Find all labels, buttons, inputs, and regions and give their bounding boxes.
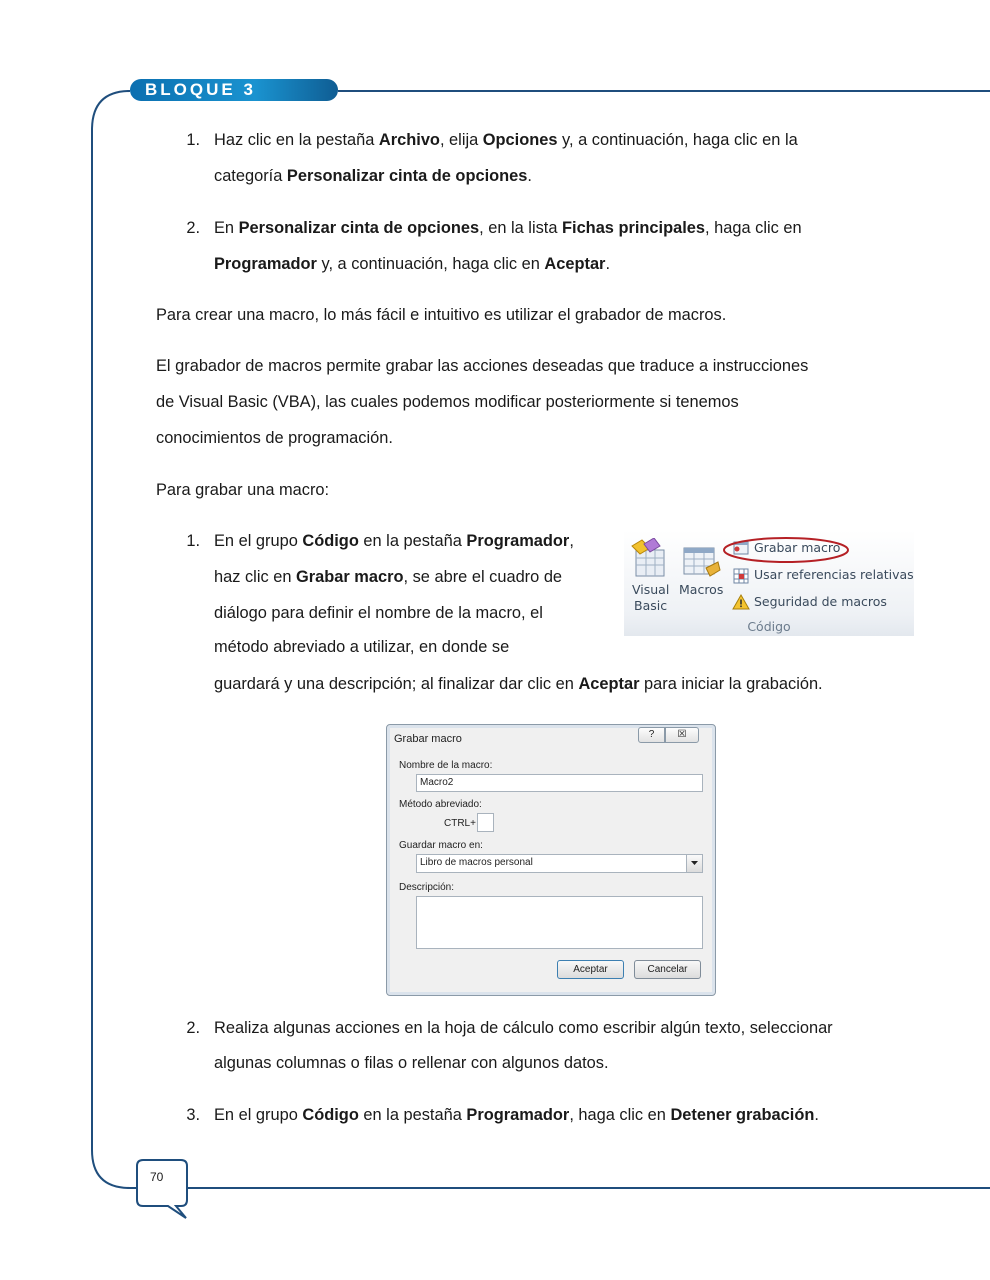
aceptar-button[interactable]: Aceptar [557, 960, 624, 979]
group-label: Código [747, 619, 791, 634]
paragraph: El grabador de macros permite grabar las acciones deseadas que traduce a instrucciones [156, 357, 809, 375]
list-number: 3. [186, 1106, 200, 1124]
list-item-text: En el grupo Código en la pestaña Programador, haga clic en Detener grabación. [214, 1106, 819, 1124]
list-item-text: Programador y, a continuación, haga clic en Aceptar. [214, 255, 611, 273]
list-number: 2. [186, 219, 200, 237]
list-item-text: diálogo para definir el nombre de la macro, el [214, 604, 543, 622]
paragraph: Para crear una macro, lo más fácil e intuitivo es utilizar el grabador de macros. [156, 306, 727, 324]
paragraph: de Visual Basic (VBA), las cuales podemos modificar posteriormente si tenemos [156, 393, 739, 411]
relative-references-icon [733, 568, 749, 584]
dropdown-arrow-button[interactable] [686, 855, 702, 872]
seguridad-de-macros-button[interactable]: Seguridad de macros [754, 594, 887, 609]
store-label: Guardar macro en: [399, 840, 483, 851]
page-number: 70 [150, 1170, 164, 1184]
list-number: 2. [186, 1019, 200, 1037]
usar-referencias-relativas-button[interactable]: Usar referencias relativas [754, 567, 914, 582]
list-item-text: haz clic en Grabar macro, se abre el cuadro de [214, 568, 563, 586]
paragraph: Para grabar una macro: [156, 481, 330, 499]
macro-name-input[interactable]: Macro2 [416, 774, 703, 792]
macros-label[interactable]: Macros [679, 582, 724, 597]
help-button[interactable]: ? [638, 727, 665, 743]
grabar-macro-button[interactable]: Grabar macro [754, 540, 841, 555]
paragraph: conocimientos de programación. [156, 429, 393, 447]
macros-icon [682, 544, 722, 580]
name-label: Nombre de la macro: [399, 760, 493, 771]
ctrl-label: CTRL+ [444, 818, 476, 829]
list-item-text: Haz clic en la pestaña Archivo, elija Opciones y, a continuación, haga clic en la [214, 131, 798, 149]
list-item-text: método abreviado a utilizar, en donde se [214, 638, 510, 656]
list-item-text: En Personalizar cinta de opciones, en la lista Fichas principales, haga clic en [214, 219, 802, 237]
shortcut-label: Método abreviado: [399, 799, 482, 810]
shortcut-key-input[interactable] [477, 813, 494, 832]
highlight-ellipse [720, 535, 852, 565]
ribbon-code-group [624, 530, 914, 636]
list-number: 1. [186, 532, 200, 550]
list-item-text: En el grupo Código en la pestaña Programador, [214, 532, 574, 550]
cancelar-button[interactable]: Cancelar [634, 960, 701, 979]
list-number: 1. [186, 131, 200, 149]
list-item-text: algunas columnas o filas o rellenar con algunos datos. [214, 1054, 609, 1072]
list-item-text: Realiza algunas acciones en la hoja de cálculo como escribir algún texto, seleccionar [214, 1019, 833, 1037]
section-tab: BLOQUE 3 [130, 79, 338, 101]
visual-basic-label[interactable]: Basic [634, 598, 668, 613]
store-macro-value: Libro de macros personal [420, 857, 533, 868]
chevron-down-icon [687, 855, 702, 871]
list-item-text: guardará y una descripción; al finalizar dar clic en Aceptar para iniciar la grabación. [214, 675, 823, 693]
dialog-title: Grabar macro [394, 733, 462, 745]
visual-basic-icon [628, 538, 670, 578]
visual-basic-label[interactable]: Visual [632, 582, 670, 597]
store-macro-select[interactable] [416, 854, 703, 873]
close-button[interactable]: ☒ [665, 727, 699, 743]
list-item-text: categoría Personalizar cinta de opciones. [214, 167, 532, 185]
description-label: Descripción: [399, 882, 455, 893]
description-textarea[interactable] [416, 896, 703, 949]
grabar-macro-dialog [386, 724, 716, 996]
warning-icon [732, 594, 750, 610]
